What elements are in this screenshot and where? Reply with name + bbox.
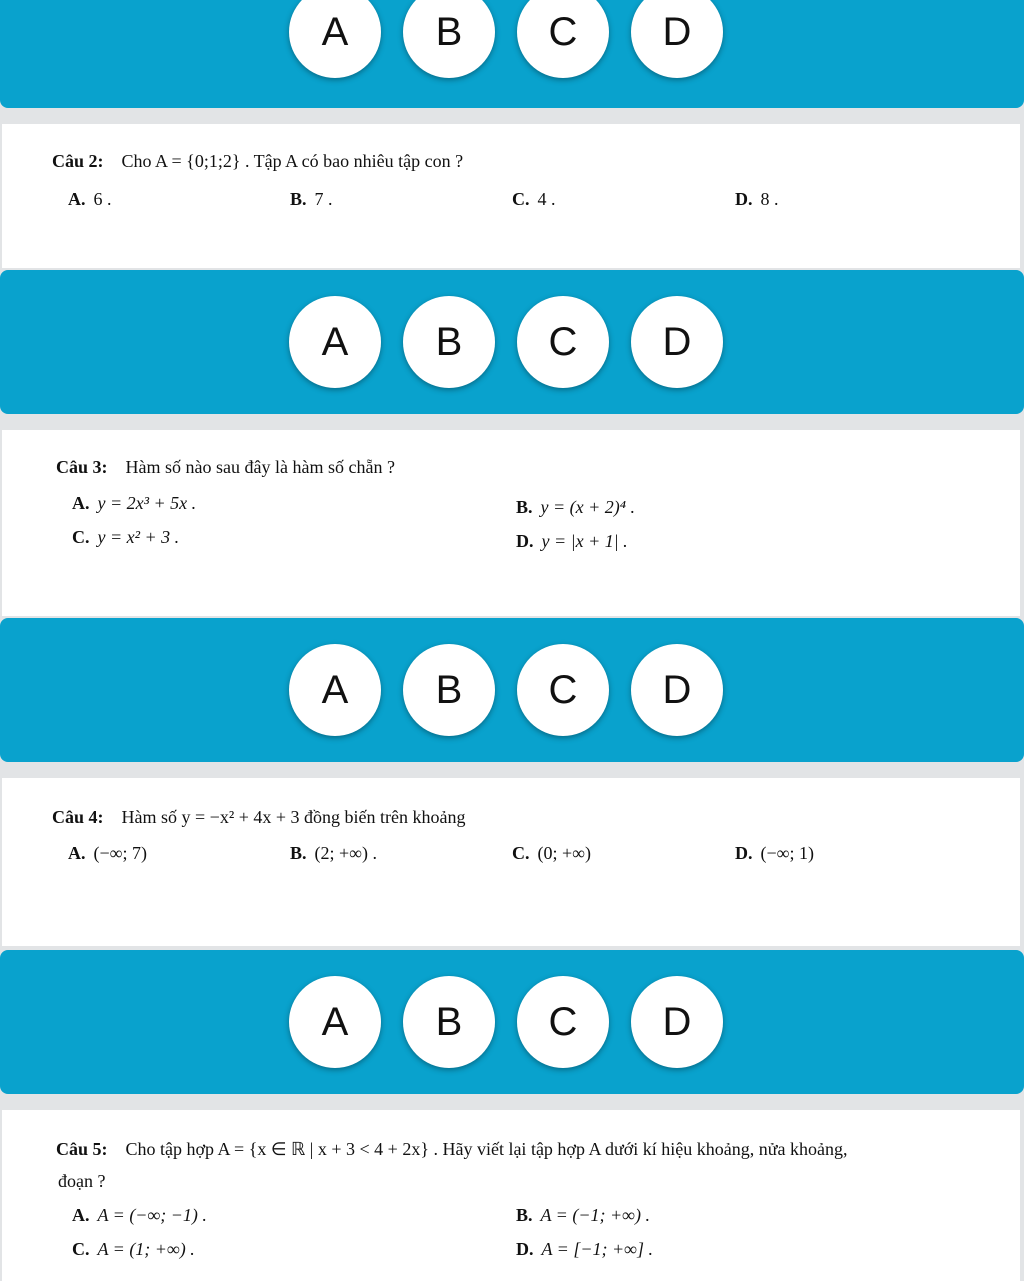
- question-card-3: [2, 430, 1020, 616]
- question-4-option-b[interactable]: B. (2; +∞) .: [290, 843, 377, 863]
- question-3-text: Hàm số nào sau đây là hàm số chẵn ?: [125, 457, 395, 477]
- question-2-option-c[interactable]: C. 4 .: [512, 189, 556, 209]
- question-4-stem: [52, 806, 465, 828]
- question-5-option-d[interactable]: D. A = [−1; +∞] .: [516, 1239, 653, 1259]
- question-5-option-a[interactable]: A. A = (−∞; −1) .: [72, 1205, 207, 1225]
- answer-button-b[interactable]: B: [403, 644, 495, 736]
- question-5-option-b[interactable]: B. A = (−1; +∞) .: [516, 1205, 650, 1225]
- answer-band-4: [0, 950, 1024, 1094]
- question-3-option-b[interactable]: B. y = (x + 2)⁴ .: [516, 497, 636, 517]
- question-5-text: Cho tập hợp A = {x ∈ ℝ | x + 3 < 4 + 2x} . Hãy viết lại tập hợp A dưới kí hiệu khoảng, nửa khoảng,: [125, 1139, 848, 1159]
- question-3-option-d[interactable]: D. y = |x + 1| .: [516, 531, 628, 551]
- answer-button-d[interactable]: D: [631, 296, 723, 388]
- answer-button-d[interactable]: D: [631, 976, 723, 1068]
- question-4-option-d[interactable]: D. (−∞; 1): [735, 843, 814, 863]
- answer-button-a[interactable]: A: [289, 644, 381, 736]
- question-2-option-b[interactable]: B. 7 .: [290, 189, 333, 209]
- question-4-option-a[interactable]: A. (−∞; 7): [68, 843, 147, 863]
- answer-button-d[interactable]: D: [631, 0, 723, 78]
- question-4-option-c[interactable]: C. (0; +∞): [512, 843, 591, 863]
- question-3-option-a[interactable]: A. y = 2x³ + 5x .: [72, 493, 197, 513]
- answer-button-b[interactable]: B: [403, 0, 495, 78]
- answer-button-c[interactable]: C: [517, 0, 609, 78]
- question-2-option-d[interactable]: D. 8 .: [735, 189, 779, 209]
- answer-button-c[interactable]: C: [517, 296, 609, 388]
- question-5-stem-continued: đoạn ?: [58, 1171, 106, 1191]
- answer-button-c[interactable]: C: [517, 976, 609, 1068]
- answer-button-d[interactable]: D: [631, 644, 723, 736]
- question-3-stem: [56, 456, 395, 478]
- question-card-5: [2, 1110, 1020, 1281]
- answer-band-2: [0, 270, 1024, 414]
- answer-button-b[interactable]: B: [403, 976, 495, 1068]
- answer-band-3: [0, 618, 1024, 762]
- question-2-text: Cho A = {0;1;2} . Tập A có bao nhiêu tập con ?: [121, 151, 464, 171]
- answer-button-a[interactable]: A: [289, 296, 381, 388]
- answer-band-1: [0, 0, 1024, 108]
- question-5-option-c[interactable]: C. A = (1; +∞) .: [72, 1239, 195, 1259]
- question-2-label: Câu 2:: [52, 151, 104, 171]
- question-3-option-c[interactable]: C. y = x² + 3 .: [72, 527, 180, 547]
- question-2-stem: [52, 150, 463, 172]
- answer-button-a[interactable]: A: [289, 0, 381, 78]
- question-card-2: [2, 124, 1020, 268]
- question-3-label: Câu 3:: [56, 457, 108, 477]
- answer-button-c[interactable]: C: [517, 644, 609, 736]
- question-card-4: [2, 778, 1020, 946]
- question-5-label: Câu 5:: [56, 1139, 108, 1159]
- question-2-option-a[interactable]: A. 6 .: [68, 189, 112, 209]
- question-5-stem: [56, 1138, 847, 1160]
- question-4-label: Câu 4:: [52, 807, 104, 827]
- answer-button-a[interactable]: A: [289, 976, 381, 1068]
- answer-button-b[interactable]: B: [403, 296, 495, 388]
- question-4-text: Hàm số y = −x² + 4x + 3 đồng biến trên khoảng: [121, 807, 466, 827]
